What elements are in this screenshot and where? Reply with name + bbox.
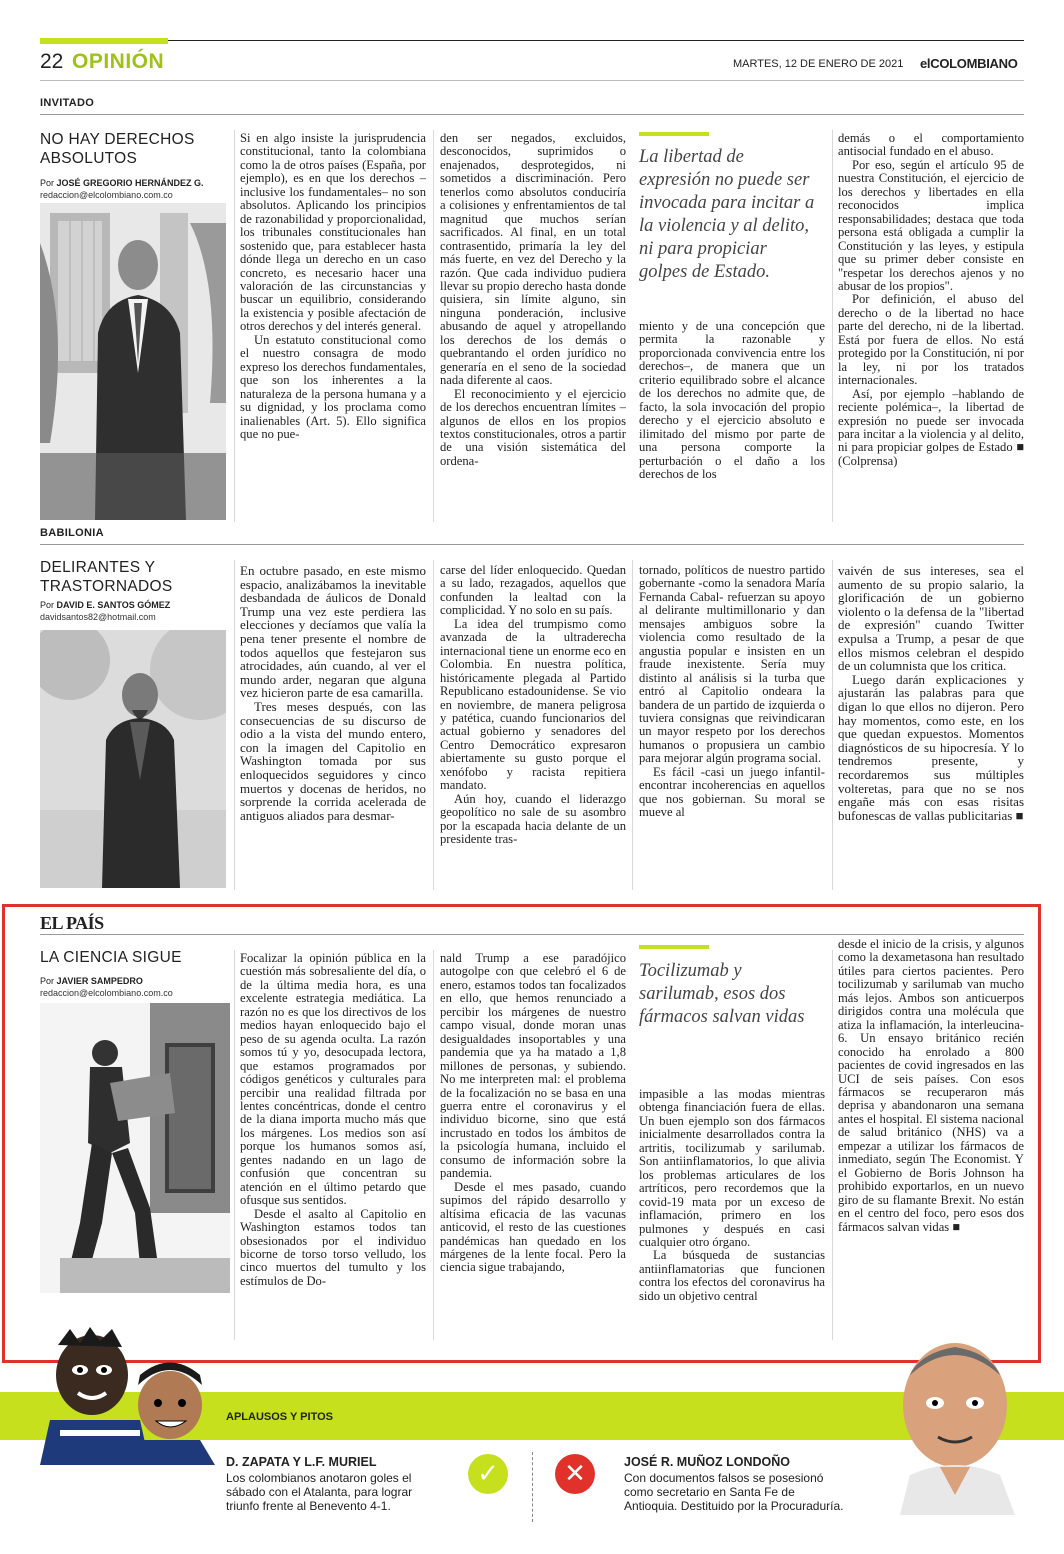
article2-column-4: vaivén de sus intereses, sea el aumento de su propio salario, la glorificación de un gobierno violento o la defensa de la "libertad de expresión" cuando Twitter expulsa a Trump, a pesar de que ellos mismos celebran el despido de un columnista que los critica. Luego darán explicaciones y ajustarán las palabras para que digan lo que ellos no dijeron. Pero hay momentos, como este, en los que quedan expuestos. Momentos diagnósticos de su hipocresía. Y lo tendremos presente, y recordaremos sus múltiples volteretas, para que no se nos engañe más con esas risitas bufonescas de vallas publicitarias ■	[838, 564, 1024, 823]
author-photo-hernandez	[40, 203, 226, 520]
x-icon: ✕	[555, 1454, 595, 1494]
column-divider	[433, 130, 434, 522]
article1-column-3: miento y de una concepción que permita la razonable y proporcionada convivencia entre los derechos–, de manera que un criterio equilibrado sobre el alcance de los derechos no admite que, de facto, la sola invocación del propio derecho y el ejercicio absoluto e ilimitado del mismo por parte de una persona comporte la perturbación o el daño a los derechos de los	[639, 320, 825, 481]
article2-kicker: BABILONIA	[40, 527, 104, 539]
article1-kicker: INVITADO	[40, 97, 95, 109]
issue-date: MARTES, 12 DE ENERO DE 2021	[733, 58, 904, 70]
article1-email: redaccion@elcolombiano.com.co	[40, 190, 173, 200]
el-pais-logo: EL PAÍS	[40, 913, 104, 933]
article3-headline: LA CIENCIA SIGUE	[40, 949, 182, 966]
article2-column-1: En octubre pasado, en este mismo espacio, analizábamos la inevitable desbandada de áulicos de Donald Trump una vez este perdiera las elecciones y decíamos que valía la pena tener presente el nombre de todos aquellos que festejaron sus atrocidades, aún cuando, al ver el mundo arder, negaran que alguna vez hicieron parte de esa camarilla. Tres meses después, con las consecuencias de su discurso de odio a la vista del mundo entero, con la imagen del Capitolio en Washington tomada por sus enloquecidos seguidores y cinco muertos y docenas de heridos, no sorprende la corrida acelerada de antiguos aliados para desmar-	[240, 564, 426, 823]
column-divider	[832, 560, 833, 890]
pullquote-accent-bar	[639, 945, 709, 949]
boo-text: Con documentos falsos se posesionó como secretario en Santa Fe de Antioquia. Destituido por la Procuraduría.	[624, 1471, 844, 1513]
article1-column-1: Si en algo insiste la jurisprudencia constitucional, tanto la colombiana como la de otros países (España, por ejemplo), es en que los derechos –inclusive los fundamentales– no son absolutos. Aplicando los principios de razonabilidad y proporcionalidad, los tribunales constitucionales han sostenido que, para establecer hasta dónde llega un derecho en un caso concreto, es necesario hacer una valoración de las circunstancias y buscar un equilibrio, considerando la existencia y posible afectación de otros derechos y del interés general. Un estatuto constitucional como el nuestro consagra de modo expreso los derechos fundamentales, que son los inherentes a la naturaleza de la persona humana y a su dignidad, y los proclama como inalienables (Art. 5). Ello significa que no pue-	[240, 132, 426, 441]
column-divider	[832, 950, 833, 1340]
article1-kicker-rule	[40, 114, 1024, 115]
header-rule	[40, 80, 1024, 81]
article3-column-1: Focalizar la opinión pública en la cuestión más sobresaliente del día, o de la última media hora, es una excelente estrategia mediática. La razón no es que los directivos de los medios hayan enloquecido bajo el peso de su agenda oculta. La razón somos tú y yo, desocupada lectora, que estamos programados por códigos genéticos y culturales para percibir una realidad filtrada por lentes concéntricas, donde el centro de la diana importa mucho más que los márgenes. Los medios son así porque los humanos somos así, gentes nadando en un lago de confusión que concentran su atención en el último petardo que ofusque sus sentidos. Desde el asalto al Capitolio en Washington estamos todos tan obsesionados por el individuo bicorne de torso torso velludo, los cinco muertos del tumulto y los estímulos de Do-	[240, 952, 426, 1288]
column-divider	[433, 950, 434, 1340]
article3-byline: Por JAVIER SAMPEDRO	[40, 976, 143, 986]
article3-column-4: desde el inicio de la crisis, y algunos como la dexametasona han resultado útiles para ciertos pacientes. Pero tocilizumab y sarilumab van mucho más lejos. Ambos son anticuerpos dirigidos contra una molécula que atiza la inflamación, la interleucina-6. Un ensayo británico recién conocido ha enrolado a 800 pacientes de covid ingresados en las UCI de seis países. Con esos fármacos se recuperaron más deprisa y abandonaron una semana antes el hospital. El sistema nacional de salud británico (NHS) va a empezar a utilizar los fármacos de inmediato, según The Economist. Y el Gobierno de Boris Johnson ha prohibido exportarlos, en un nuevo giro de su flamante Brexit. No están en el centro del foco, pero esos dos fármacos salvan vidas ■	[838, 938, 1024, 1234]
article2-kicker-rule	[40, 544, 1024, 545]
header-accent-bar	[40, 38, 168, 44]
footer-title: APLAUSOS Y PITOS	[226, 1411, 333, 1423]
column-divider	[234, 950, 235, 1340]
players-caricature	[30, 1325, 220, 1465]
check-icon: ✓	[468, 1454, 508, 1494]
article2-email: davidsantos82@hotmail.com	[40, 612, 156, 622]
boo-name: JOSÉ R. MUÑOZ LONDOÑO	[624, 1455, 790, 1469]
article3-kicker-rule	[40, 934, 1024, 935]
article3-column-2: nald Trump a ese paradójico autogolpe con que celebró el 6 de enero, estamos todos tan focalizados en ello, que hemos renunciado a percibir los márgenes de nuestro campo visual, donde moran unas desigualdades insoportables y una pandemia que ya ha matado a 1,8 millones de personas, y subiendo. No me interpreten mal: el problema de la focalización no se basa en una guerra entre el coronavirus y el individuo bicorne, sino que está incrustado en todos los ámbitos de la psicología humana, incluido el consumo de información sobre la pandemia. Desde el mes pasado, cuando supimos del rápido desarrollo y altísima eficacia de las vacunas anticovid, el resto de las cuestiones pandémicas han quedado en los márgenes de la lente focal. Pero la ciencia sigue trabajando,	[440, 952, 626, 1275]
official-caricature	[870, 1335, 1040, 1515]
article3-column-3: impasible a las modas mientras obtenga financiación fuera de ellas. Un buen ejemplo son dos fármacos inicialmente desarrollados contra la artritis, tocilizumab y sarilumab. Son antiinflamatorios, lo que alivia los problemas articulares de los artríticos, pero recordemos que la covid-19 mata por un exceso de inflamación, primero en los pulmones y después en casi cualquier otro órgano. La búsqueda de sustancias antiinflamatorias que funcionen contra los efectos del coronavirus ha sido un objetivo central	[639, 1088, 825, 1303]
column-divider	[433, 560, 434, 890]
applause-name: D. ZAPATA Y L.F. MURIEL	[226, 1455, 377, 1469]
article2-headline: DELIRANTES Y TRASTORNADOS	[40, 559, 173, 595]
column-divider	[234, 560, 235, 890]
author-photo-santos	[40, 630, 226, 888]
article2-byline: Por DAVID E. SANTOS GÓMEZ	[40, 600, 171, 610]
article1-column-4: demás o el comportamiento antisocial fundado en el abuso. Por eso, según el artículo 95 de nuestra Constitución, el ejercicio de los derechos y libertades en ella reconocidos implica responsabilidades; destaca que toda persona está obligada a cumplir la Constitución y las leyes, y estipula que su primer deber consiste en "respetar los derechos ajenos y no abusar de los propios". Por definición, el abuso del derecho o de la libertad no hace parte del derecho, ni de la libertad. Está por fuera de ellos. No está protegido por la Constitución, ni por la ley, ni por los tratados internacionales. Así, por ejemplo –hablando de reciente polémica–, la libertad de expresión no puede ser invocada para incitar a la violencia y al delito, ni para propiciar golpes de Estado ■ (Colprensa)	[838, 132, 1024, 468]
pullquote-accent-bar	[639, 132, 709, 136]
article1-column-2: den ser negados, excluidos, desconocidos, suprimidos o enajenados, desprotegidos, ni sometidos a discriminación. Pero tenerlos como absolutos conduciría a colisiones y enfrentamientos de tal magnitud que muchos serían sacrificados. Al final, en un total contrasentido, primaría la ley del más fuerte, en vez del Derecho y la razón. Que cada individuo pudiera llevar su propio derecho hasta donde quisiera, sin límite alguno, sin ninguna ponderación, inclusive abusando de aquel y atropellando los derechos de los demás o quebrantando el orden jurídico no generaría en el seno de la sociedad nada diferente al caos. El reconocimiento y el ejercicio de los derechos encuentran límites –algunos de ellos en los propios textos constitucionales, otros a partir de una visión sistemática del ordena-	[440, 132, 626, 468]
newspaper-logo: elCOLOMBIANO	[920, 56, 1018, 71]
footer-divider	[532, 1452, 533, 1522]
column-divider	[832, 130, 833, 522]
article3-email: redaccion@elcolombiano.com.co	[40, 988, 173, 998]
header-top-rule	[168, 40, 1024, 41]
article2-column-2: carse del líder enloquecido. Quedan a su lado, rezagados, aquellos que confunden la lealtad con la complicidad. Y no solo en su país. La idea del trumpismo como avanzada de la ultraderecha internacional tiene un enorme eco en Colombia. En nuestra política, históricamente plegada al Partido Republicano estadounidense. Se vio en noviembre, de manera peligrosa y patética, cuando funcionarios del actual gobierno y senadores del Centro Democrático expresaron abiertamente su gusto porque el xenófobo y racista repitiera mandato. Aún hoy, cuando el liderazgo geopolítico no sale de su asombro por la escapada hacia delante de un presidente tras-	[440, 564, 626, 847]
statue-photo	[40, 1003, 230, 1293]
article1-headline: NO HAY DERECHOS ABSOLUTOS	[40, 131, 195, 167]
page-number: 22	[40, 50, 64, 73]
column-divider	[234, 130, 235, 522]
article1-pullquote: La libertad de expresión no puede ser invocada para incitar a la violencia y al delito, ni para propiciar golpes de Estado.	[639, 147, 815, 282]
article1-byline: Por JOSÉ GREGORIO HERNÁNDEZ G.	[40, 178, 204, 188]
column-divider	[632, 560, 633, 890]
article3-pullquote: Tocilizumab y sarilumab, esos dos fármacos salvan vidas	[639, 961, 805, 1027]
applause-text: Los colombianos anotaron goles el sábado con el Atalanta, para lograr triunfo frente al Benevento 4-1.	[226, 1471, 413, 1513]
article2-column-3: tornado, políticos de nuestro partido gobernante -como la senadora María Fernanda Cabal- refuerzan su apoyo al delirante multimillonario y dan mensajes ambiguos sobre la violencia como resultado de la angustia popular e insisten en un fraude inexistente. Sería muy distinto al análisis si la turba que entró al Capitolio ondeara la bandera de un partido de izquierda o tuviera consignas que reivindicaran un mayor respeto por los derechos humanos o propusiera un cambio para mejorar algún programa social. Es fácil -casi un juego infantil- encontrar incoherencias en aquellos que nos gobiernan. Su moral se mueve al	[639, 564, 825, 820]
section-title: OPINIÓN	[72, 50, 165, 73]
